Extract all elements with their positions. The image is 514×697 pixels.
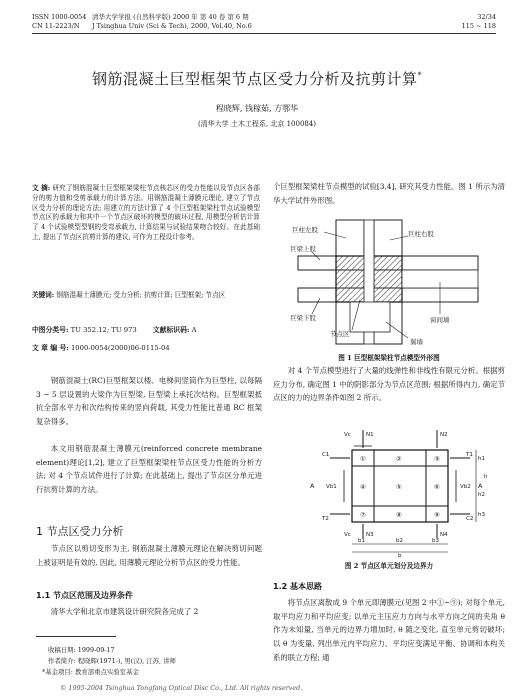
page-range: 115 ~ 118: [461, 22, 496, 30]
header-rule: [32, 33, 496, 34]
label-opening-wall: 窗间墙: [430, 316, 450, 324]
section-1-heading: 1 节点区受力分析: [36, 525, 124, 538]
journal-title-en: J Tsinghua Univ (Sci & Tech), 2000, Vol.40, No.6: [92, 22, 252, 30]
force-t2: T2: [322, 516, 329, 522]
article-number: [32, 343, 170, 354]
section-mark-right: A: [478, 482, 483, 490]
force-vc-top: Vc: [344, 432, 351, 438]
right-paragraph-3: 将节点区离散成 9 个单元即薄膜元(见图 2 中①~⑨); 对每个单元, 取平均应力和平均应变; 以单元主压应力方向与水平方向之间的夹角 θ 作为未知量, 当单元的边界力增加时, θ 随之变化, 直至单元剪切破坏; 以 θ 为变量, 列出单元内平均应力、平均应变满足平衡、协调和本构关系的联立方程; 通: [273, 598, 505, 662]
cell-6: ⑥: [434, 483, 440, 491]
label-beam-lower: 巨梁下股: [290, 314, 316, 322]
title-text: 钢筋混凝土巨型框架节点区受力分析及抗剪计算: [91, 70, 418, 88]
right-paragraph-1: 个巨型框架梁柱节点模型的试验[3,4], 研究其受力性能。图 1 所示为清华大学试件外形图。: [273, 182, 505, 205]
force-vc-bottom: Vc: [344, 532, 351, 538]
issn: ISSN 1000-0054: [32, 13, 87, 21]
dim-h: h: [484, 474, 488, 480]
force-t1: T1: [466, 452, 473, 458]
keywords-label: 关键词:: [32, 291, 55, 299]
keywords: [32, 291, 260, 301]
article-number-label: 文 章 编 号:: [32, 344, 69, 352]
figure-1-diagram: [290, 218, 496, 348]
force-n1: N1: [366, 432, 374, 438]
authors: 程晓辉, 钱稼茹, 方鄂华: [215, 104, 299, 113]
cn-number: CN 11-2223/N: [32, 22, 80, 30]
figure-2-caption: 图 2 节点区单元划分及边界力: [344, 562, 434, 570]
cell-1: ①: [360, 455, 366, 463]
abstract-label: 文 摘:: [32, 184, 51, 192]
cell-8: ⑧: [396, 511, 402, 519]
footnote-author: 作者简介: 程晓辉(1971-), 男(汉), 江苏, 讲师: [48, 657, 176, 665]
subsection-1-2-heading: 1.2 基本思路: [273, 582, 322, 591]
cell-7: ⑦: [360, 511, 366, 519]
section-mark-left: A: [310, 482, 315, 490]
intro-paragraph-2: 本文用钢筋混凝土薄膜元(reinforced concrete membrane element)理论[1,2], 建立了巨型框架梁柱节点区受力性能的分析方法; 对 4 个节点试件进行了计算; 在此基础上, 提出了节点区分单元进行抗剪计算的方法。: [36, 444, 262, 495]
dim-h2: h2: [478, 492, 485, 498]
cell-4: ④: [360, 483, 366, 491]
label-column-left: 巨柱左股: [292, 226, 318, 234]
footnote-fund: *基金项目: 教育部重点实验室基金: [42, 668, 139, 676]
subsection-1-1-heading: 1.1 节点区范围及边界条件: [36, 591, 133, 600]
journal-title-cn: 清华大学学报 (自然科学版) 2000 年 第 40 卷 第 6 期: [92, 13, 249, 21]
right-paragraph-2: 对 4 个节点模型进行了大量的线弹性和非线性有限元分析。根据剪应力分布, 确定图 1 中的阴影部分为节点区范围; 根据所得内力, 确定节点区的力的边界条件如图 2 所示。: [273, 366, 505, 403]
title-mark: *: [417, 71, 422, 80]
force-n2: N2: [440, 432, 448, 438]
figure-2-diagram: [300, 426, 486, 558]
wing-wall: [350, 302, 390, 332]
dim-b3: b3: [432, 538, 439, 544]
section-1-paragraph: 节点区以剪切变形为主, 钢筋混凝土薄膜元理论在解决剪切问题上被证明是有效的, 因此, 用薄膜元理论分析节点区的受力性能。: [36, 544, 262, 567]
figure-1-caption: 图 1 巨型框架梁柱节点模型外形图: [338, 354, 440, 362]
dim-h3: h3: [478, 512, 485, 518]
classification: [32, 325, 197, 336]
doc-code-value: A: [191, 326, 197, 334]
cell-2: ②: [396, 455, 402, 463]
clc-value: TU 352.12; TU 973: [70, 326, 137, 334]
cell-9: ⑨: [434, 511, 440, 519]
abstract: [32, 184, 260, 243]
dim-b1: b1: [358, 538, 365, 544]
force-c2: C2: [466, 516, 474, 522]
label-joint: 节点区: [330, 330, 350, 338]
force-vb2: Vb2: [460, 484, 471, 490]
force-n4: N4: [440, 532, 448, 538]
article-number-value: 1000-0054(2000)06-0115-04: [70, 344, 170, 352]
affiliation: (清华大学 土木工程系, 北京 100084): [197, 120, 317, 128]
dim-b: b: [398, 553, 402, 559]
force-vb1: Vb1: [326, 484, 337, 490]
cell-3: ③: [434, 455, 440, 463]
subsection-1-1-paragraph: 清华大学和北京市建筑设计研究院各完成了 2: [50, 607, 199, 616]
dim-b2: b2: [396, 538, 403, 544]
keywords-text: 钢筋混凝土薄膜元; 受力分析; 抗剪计算; 巨型框架; 节点区: [56, 291, 226, 299]
cell-5: ⑤: [396, 483, 402, 491]
force-c1: C1: [322, 452, 330, 458]
page-fraction: 32/34: [477, 13, 496, 21]
dim-h1: h1: [478, 456, 485, 462]
force-n3: N3: [366, 532, 374, 538]
doc-code-label: 文献标识码:: [152, 326, 190, 334]
abstract-text: 研究了钢筋混凝土巨型框架梁柱节点核芯区的受力性能以及节点区各部分的剪力值和受剪承载力的计算方法。用钢筋混凝土薄膜元理论, 建立了节点区受力分析的理论方法; 用建立的方法计算了 4 个巨型框架梁柱节点试验模型节点区的承载力和其中一个节点区破坏的模型的破坏过程, 用模型分析估计算了 4 个试验模型型钢的受弯承载力, 计算结果与试验结果吻合较好。在此基础上, 提出了节点区抗剪计算的建议, 可作为工程设计参考。: [32, 184, 260, 241]
clc-label: 中图分类号:: [32, 326, 69, 334]
label-column-right: 巨柱右股: [408, 230, 434, 238]
footnote-received: 收稿日期: 1999-09-17: [48, 646, 115, 654]
article-title: [0, 68, 514, 89]
intro-paragraph-1: 钢筋混凝土(RC)巨型框架以楼、电梯间竖筒作为巨型柱, 以每隔 3 ~ 5 层设置的大梁作为巨型梁, 巨型梁上承托次结构。巨型框架抵抗全部水平力和次结构传来的竖向荷载, 其受力性能比普通 RC 框架复杂得多。: [36, 376, 262, 427]
label-beam-upper: 巨梁上股: [290, 245, 316, 253]
copyright-line: © 1995-2004 Tsinghua Tongfang Optical Disc Co., Ltd. All rights reserved.: [60, 684, 303, 692]
footnote-rule: [36, 636, 116, 637]
label-wing-wall: 翼墙: [410, 338, 423, 346]
